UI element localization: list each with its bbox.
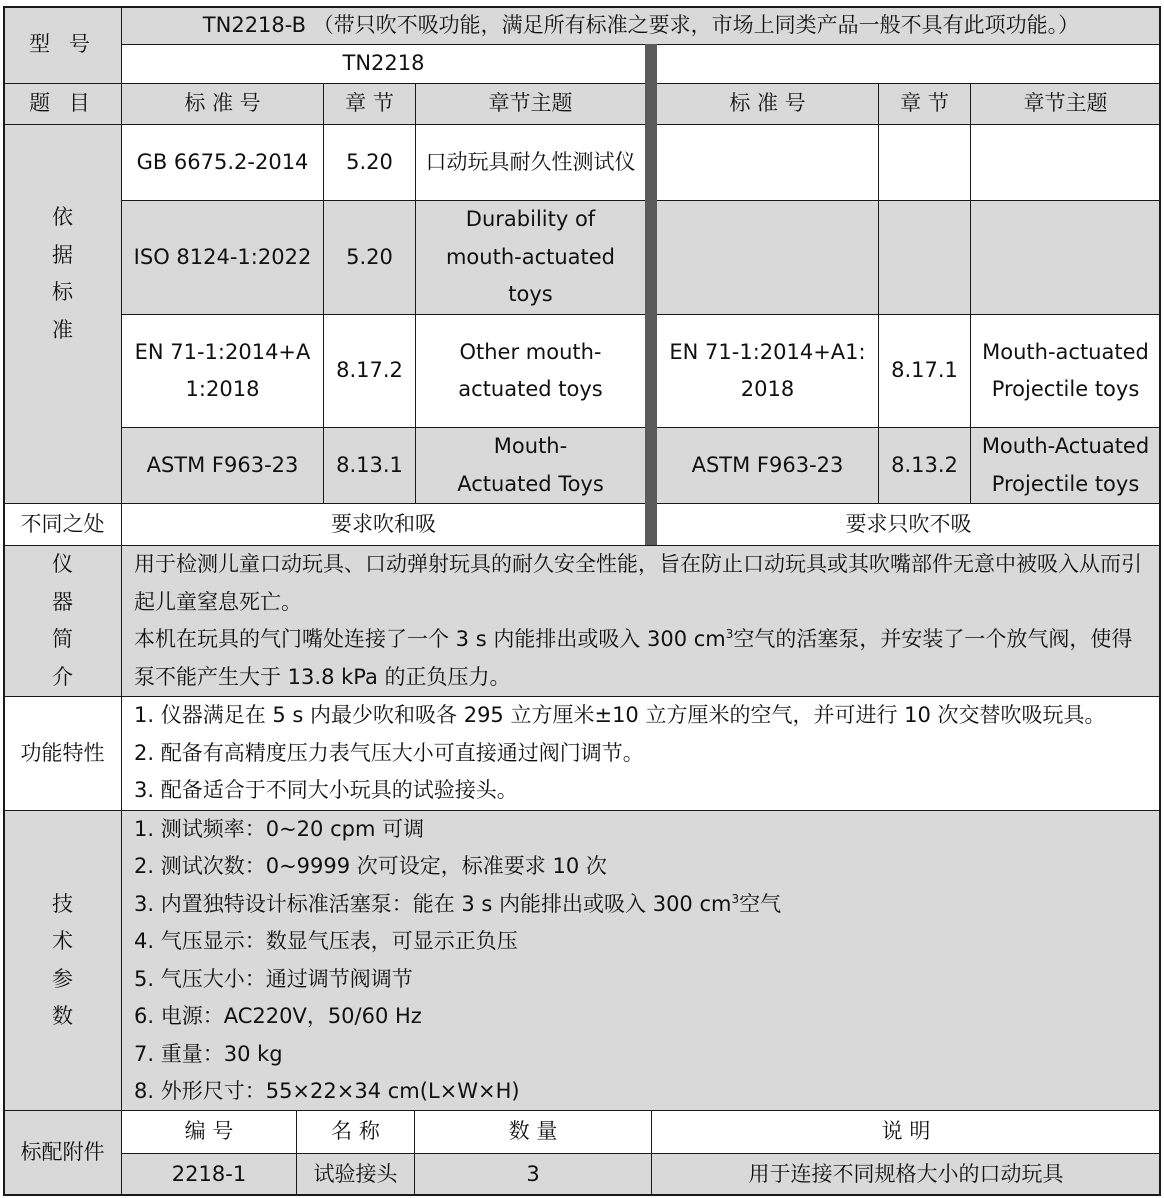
label-intro-char: 简 [52,627,73,651]
left-std-3: EN 71-1:2014+A1:2018 [121,314,324,428]
left-sec-2: 5.20 [323,200,416,315]
label-intro-char: 仪 [52,552,73,576]
acc-row-name: 试验接头 [296,1153,415,1196]
left-sec-1: 5.20 [323,124,416,201]
label-difference: 不同之处 [3,503,122,546]
features-list [121,696,1161,811]
right-std-3: EN 71-1:2014+A1:2018 [656,314,879,428]
tech-param: 4. 气压显示：数显气压表，可显示正负压 [134,929,518,953]
label-model: 型 号 [3,6,122,84]
left-subj-4: Mouth-Actuated Toys [415,427,646,504]
acc-header-no: 编 号 [121,1110,297,1154]
right-sec-3: 8.17.1 [878,314,971,428]
tech-param: 3. 内置独特设计标准活塞泵：能在 3 s 内能排出或吸入 300 $cm^3$空气 [134,891,782,916]
right-subj-2 [970,200,1161,315]
right-sec-4: 8.13.2 [878,427,971,504]
left-sec-4: 8.13.1 [323,427,416,504]
label-tech-char: 数 [52,1004,73,1028]
model-full-description: TN2218-B （带只吹不吸功能，满足所有标准之要求，市场上同类产品一般不具有此项功能。） [121,6,1161,45]
label-tech-params [3,810,122,1111]
right-std-4: ASTM F963-23 [656,427,879,504]
acc-header-name: 名 称 [296,1110,415,1154]
label-basis-char: 依 [52,205,73,229]
acc-header-desc: 说 明 [651,1110,1161,1154]
label-basis-standards [3,124,122,504]
intro-text [121,545,1161,697]
label-tech-char: 参 [52,966,73,991]
label-basis-char: 准 [52,317,73,342]
feature-item: 1. 仪器满足在 5 s 内最少吹和吸各 295 立方厘米±10 立方厘米的空气，并可进行 10 次交替吹吸玩具。 [134,703,1106,728]
left-subj-1: 口动玩具耐久性测试仪 [415,124,646,201]
right-subj-1 [970,124,1161,201]
tech-param: 1. 测试频率：0~20 cpm 可调 [134,816,425,841]
column-divider [645,44,657,546]
tech-param: 8. 外形尺寸：55×22×34 cm(L×W×H) [134,1079,520,1103]
acc-row-qty: 3 [414,1153,652,1196]
left-std-4: ASTM F963-23 [121,427,324,504]
label-intro [3,545,122,697]
header-subject-left: 章节主题 [415,83,646,125]
right-std-2 [656,200,879,315]
tech-param: 2. 测试次数：0~9999 次可设定，标准要求 10 次 [134,854,607,878]
feature-item: 3. 配备适合于不同大小玩具的试验接头。 [134,778,518,803]
left-std-1: GB 6675.2-2014 [121,124,324,201]
tech-param: 5. 气压大小：通过调节阀调节 [134,966,413,991]
label-basis-char: 标 [52,280,73,304]
label-intro-char: 介 [52,664,73,689]
acc-row-no: 2218-1 [121,1153,297,1196]
right-subj-3: Mouth-actuated Projectile toys [970,314,1161,428]
right-sec-1 [878,124,971,201]
difference-right: 要求只吹不吸 [656,503,1161,546]
left-sec-3: 8.17.2 [323,314,416,428]
intro-paragraph-2: 本机在玩具的气门嘴处连接了一个 3 s 内能排出或吸入 300 $cm^3$空气的活塞泵，并安装了一个放气阀，使得泵不能产生大于 13.8 kPa 的正负压力。 [134,627,1133,689]
right-std-1 [656,124,879,201]
intro-paragraph-1: 用于检测儿童口动玩具、口动弹射玩具的耐久安全性能，旨在防止口动玩具或其吹嘴部件无意中被吸入从而引起儿童窒息死亡。 [134,552,1142,614]
label-features: 功能特性 [3,696,122,811]
header-standard-right: 标 准 号 [656,83,879,125]
label-tech-char: 术 [52,929,73,953]
header-subject-right: 章节主题 [970,83,1161,125]
label-accessories: 标配附件 [3,1110,122,1196]
acc-header-qty: 数 量 [414,1110,652,1154]
model-left: TN2218 [121,44,646,84]
superscript: 3 [731,891,740,906]
label-basis-char: 据 [52,242,73,267]
right-sec-2 [878,200,971,315]
label-tech-char: 技 [52,891,73,916]
header-section-left: 章 节 [323,83,416,125]
left-subj-3: Other mouth-actuated toys [415,314,646,428]
right-subj-4: Mouth-Actuated Projectile toys [970,427,1161,504]
acc-row-desc: 用于连接不同规格大小的口动玩具 [651,1153,1161,1196]
tech-param: 7. 重量：30 kg [134,1041,283,1066]
label-topic: 题 目 [3,83,122,125]
header-standard-left: 标 准 号 [121,83,324,125]
tech-param: 6. 电源：AC220V，50/60 Hz [134,1004,422,1028]
header-section-right: 章 节 [878,83,971,125]
tech-params-list [121,810,1161,1111]
left-std-2: ISO 8124-1:2022 [121,200,324,315]
superscript: 3 [725,627,734,641]
left-subj-2: Durability of mouth-actuated toys [415,200,646,315]
label-intro-char: 器 [52,589,73,614]
feature-item: 2. 配备有高精度压力表气压大小可直接通过阀门调节。 [134,740,644,765]
model-right [656,44,1161,84]
difference-left: 要求吹和吸 [121,503,646,546]
